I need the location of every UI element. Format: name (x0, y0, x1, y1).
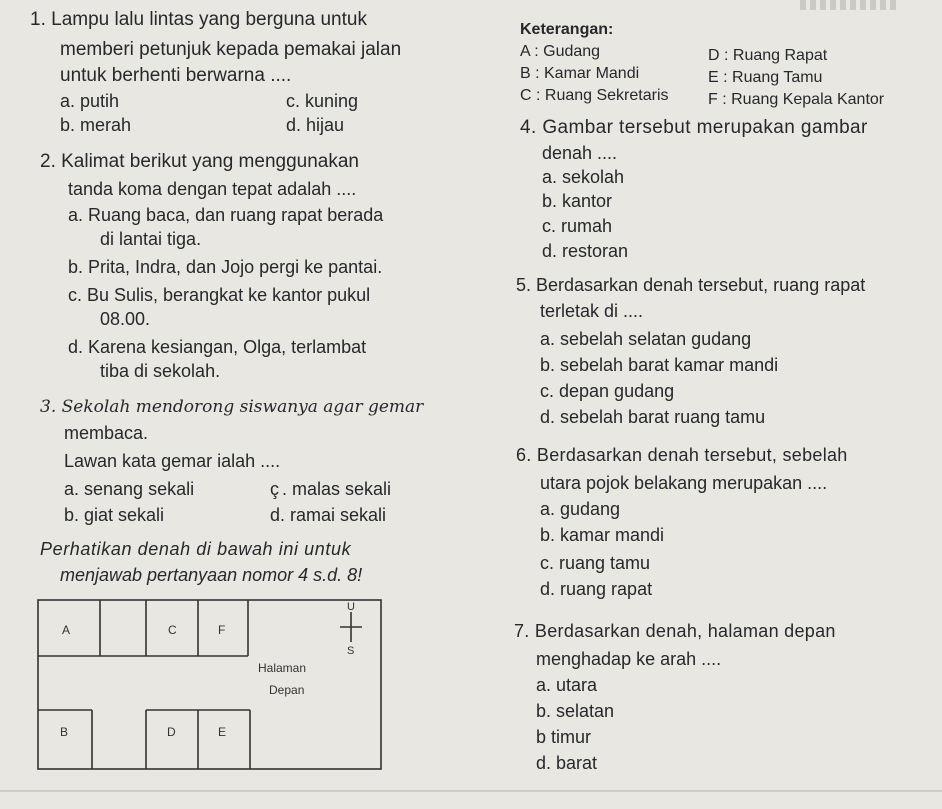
q3-option-c-label: . malas sekali (282, 479, 392, 499)
q2-line1: 2. Kalimat berikut yang menggunakan (40, 151, 359, 172)
q5-option-b: b. sebelah barat kamar mandi (540, 355, 779, 375)
legend-b: B : Kamar Mandi (520, 65, 640, 82)
q7-option-a: a. utara (536, 675, 598, 695)
q4-line2: denah .... (542, 143, 618, 163)
room-c-label: C (168, 623, 177, 637)
legend-title: Keterangan: (520, 21, 614, 38)
corner-stamp-decoration (800, 0, 900, 10)
q2-option-a-line1: a. Ruang baca, dan ruang rapat berada (68, 205, 384, 225)
legend-f: F : Ruang Kepala Kantor (708, 91, 885, 108)
q7-line1: 7. Berdasarkan denah, halaman depan (514, 621, 836, 641)
q2-option-a-line2: di lantai tiga. (100, 229, 202, 249)
answer-mark: b (542, 191, 553, 211)
room-f-label: F (218, 623, 226, 637)
answer-mark: b (536, 727, 547, 747)
q4-line1: 4. Gambar tersebut merupakan gambar (520, 117, 868, 138)
q2-option-b: b. Prita, Indra, dan Jojo pergi ke pantai. (68, 257, 383, 277)
room-e-label: E (218, 725, 227, 739)
halaman-label: Halaman (258, 661, 307, 675)
q2-option-d-line1: d. Karena kesiangan, Olga, terlambat (68, 337, 367, 357)
q3-option-d: d. ramai sekali (270, 505, 387, 525)
map-instruction-line1: Perhatikan denah di bawah ini untuk (40, 539, 352, 559)
q1-option-c: c. kuning (286, 91, 359, 111)
legend-c: C : Ruang Sekretaris (520, 87, 669, 104)
map-border (38, 600, 381, 769)
q1-line2: memberi petunjuk kepada pemakai jalan (60, 39, 402, 60)
q2-option-c-line2: 08.00. (100, 309, 151, 329)
depan-label: Depan (269, 683, 305, 697)
q6-option-c: c. ruang tamu (540, 553, 651, 573)
q3-option-a: a. senang sekali (64, 479, 195, 499)
legend-a: A : Gudang (520, 43, 601, 60)
q3-line3: Lawan kata gemar ialah .... (64, 451, 281, 471)
q4-option-b-label: . kantor (552, 191, 613, 211)
compass-s-label: S (347, 645, 355, 657)
q7-option-b: b. selatan (536, 701, 615, 721)
q6-option-b: b. kamar mandi (540, 525, 665, 545)
q4-option-d: d. restoran (542, 241, 629, 261)
q7-line2: menghadap ke arah .... (536, 649, 722, 669)
q1-option-a: a. putih (60, 91, 120, 111)
q6-line2: utara pojok belakang merupakan .... (540, 473, 828, 493)
room-a-label: A (62, 623, 71, 637)
q6-line1: 6. Berdasarkan denah tersebut, sebelah (516, 445, 848, 465)
q1-option-d: d. hijau (286, 115, 345, 135)
q5-option-d-label: . sebelah barat ruang tamu (550, 407, 766, 427)
q5-option-c: c. depan gudang (540, 381, 675, 401)
room-b-label: B (60, 725, 69, 739)
map-instruction-line2: menjawab pertanyaan nomor 4 s.d. 8! (60, 565, 363, 585)
q3-option-b: b. giat sekali (64, 505, 165, 525)
q1-line1: 1. Lampu lalu lintas yang berguna untuk (30, 9, 367, 30)
q4-option-c: c. rumah (542, 216, 613, 236)
page-fold-line (0, 790, 942, 792)
q2-option-d-line2: tiba di sekolah. (100, 361, 221, 381)
q6-option-d: d. ruang rapat (540, 579, 653, 599)
answer-mark: d (540, 407, 551, 427)
q2-option-c-line1: c. Bu Sulis, berangkat ke kantor pukul (68, 285, 371, 305)
answer-mark: a (540, 499, 551, 519)
answer-mark: ç (270, 479, 279, 499)
q5-option-a: a. sebelah selatan gudang (540, 329, 752, 349)
q3-line1: 3. Sekolah mendorong siswanya agar gemar (40, 397, 424, 417)
room-d-label: D (167, 725, 176, 739)
q1-option-b: b. merah (60, 115, 132, 135)
q1-line3: untuk berhenti berwarna .... (60, 65, 292, 86)
q7-option-c-label: timur (546, 727, 591, 747)
q7-option-d: d. barat (536, 753, 598, 773)
legend-e: E : Ruang Tamu (708, 69, 823, 86)
q2-line2: tanda koma dengan tepat adalah .... (68, 179, 357, 199)
q6-option-a-label: . gudang (550, 499, 621, 519)
q5-line2: terletak di .... (540, 301, 644, 321)
q3-line2: membaca. (64, 423, 149, 443)
legend-d: D : Ruang Rapat (708, 47, 828, 64)
compass-u-label: U (347, 601, 355, 613)
q4-option-a: a. sekolah (542, 167, 625, 187)
q5-line1: 5. Berdasarkan denah tersebut, ruang rapat (516, 275, 866, 295)
